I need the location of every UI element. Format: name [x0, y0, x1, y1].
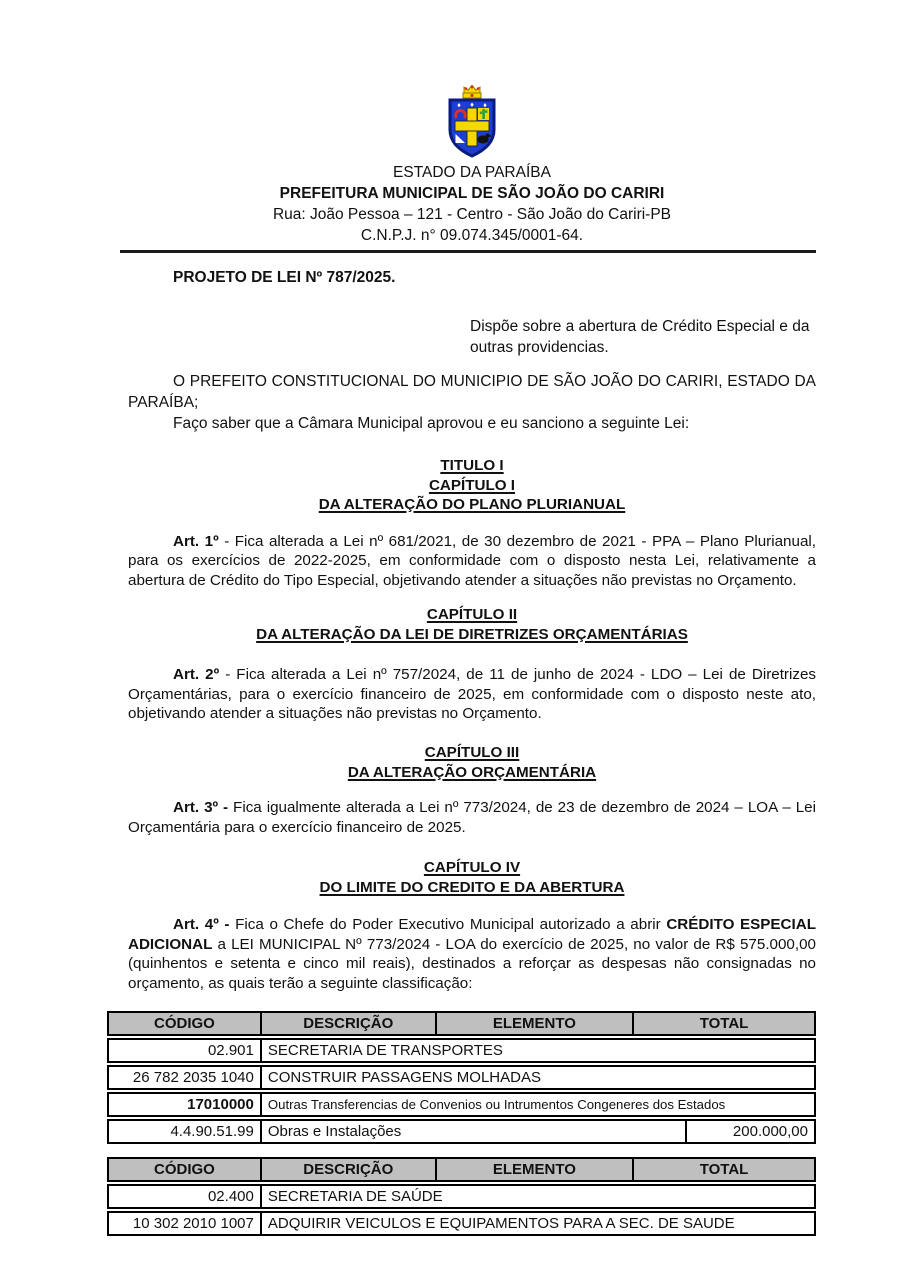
page-title: PROJETO DE LEI Nº 787/2025. [173, 269, 396, 286]
table-cell-desc: Outras Transferencias de Convenios ou Intrumentos Congeneres dos Estados [260, 1094, 814, 1115]
article-1 [128, 532, 816, 591]
table-cell-code: 10 302 2010 1007 [132, 1214, 254, 1232]
budget-table-2 [107, 1157, 816, 1236]
heading-line: CAPÍTULO III [424, 744, 520, 762]
section-heading-capitulo-2 [128, 605, 816, 644]
letterhead-address: Rua: João Pessoa – 121 - Centro - São João do Cariri-PB [272, 206, 672, 223]
heading-line: CAPÍTULO IV [423, 859, 521, 877]
letterhead-cnpj: C.N.P.J. n° 09.074.345/0001-64. [360, 227, 584, 244]
letterhead-entity: PREFEITURA MUNICIPAL DE SÃO JOÃO DO CARIRI [279, 185, 665, 202]
article-4-text-1: Fica o Chefe do Poder Executivo Municipal autorizado a abrir [229, 916, 667, 934]
article-1-text: - Fica alterada a Lei nº 681/2021, de 30 dezembro de 2021 - PPA – Plano Plurianual, para os exercícios de 2022-2025, em conformidade com o disposto nesta Lei, relativamente a abertura de Crédito do Tipo Especial, objetivando atender a situações não previstas no Orçamento. [128, 532, 816, 589]
heading-line: CAPÍTULO II [426, 606, 518, 624]
article-2-text: - Fica alterada a Lei nº 757/2024, de 11 de junho de 2024 - LDO – Lei de Diretrizes Orçamentárias, para o exercício financeiro de 2025, em conformidade com o disposto neste ato, objetivando atender a situações não previstas no Orçamento. [128, 666, 816, 723]
table-row [107, 1119, 816, 1144]
header-divider [120, 250, 816, 253]
table-header-cell: ELEMENTO [435, 1159, 632, 1180]
table-header-row [107, 1157, 816, 1182]
article-4-label: Art. 4º - [173, 916, 230, 934]
table-header-cell: DESCRIÇÃO [260, 1013, 435, 1034]
table-header-cell: TOTAL [632, 1159, 814, 1180]
table-header-cell: CÓDIGO [109, 1013, 260, 1034]
heading-line: DA ALTERAÇÃO ORÇAMENTÁRIA [347, 763, 597, 781]
heading-line: TITULO I [440, 457, 504, 474]
table-cell-total: 200.000,00 [685, 1121, 814, 1142]
table-cell-code: 26 782 2035 1040 [132, 1068, 254, 1086]
article-2-label: Art. 2º [173, 666, 220, 684]
section-heading-capitulo-3 [128, 743, 816, 782]
table-row [107, 1038, 816, 1063]
table-header-cell: TOTAL [632, 1013, 814, 1034]
table-cell-desc: Obras e Instalações [260, 1121, 685, 1142]
table-row [107, 1184, 816, 1209]
article-3-text: Fica igualmente alterada a Lei nº 773/2024, de 23 de dezembro de 2024 – LOA – Lei Orçamentária para o exercício financeiro de 2025. [128, 799, 816, 836]
heading-line: DA ALTERAÇÃO DO PLANO PLURIANUAL [318, 496, 626, 513]
article-3-label: Art. 3º - [173, 799, 229, 817]
heading-line: DA ALTERAÇÃO DA LEI DE DIRETRIZES ORÇAMENTÁRIAS [256, 625, 688, 643]
table-row [107, 1211, 816, 1236]
section-heading-capitulo-4 [128, 858, 816, 897]
letterhead [128, 0, 816, 246]
heading-line: DO LIMITE DO CREDITO E DA ABERTURA [319, 878, 625, 896]
section-heading-titulo-1 [128, 456, 816, 515]
table-header-row [107, 1011, 816, 1036]
heading-line: CAPÍTULO I [428, 476, 516, 494]
article-4-text-2: a LEI MUNICIPAL Nº 773/2024 - LOA do exercício de 2025, no valor de R$ 575.000,00 (quinhentos e setenta e cinco mil reais), destinados a reforçar as despesas não consignadas no orçamento, as quais terão a seguinte classificação: [128, 935, 816, 993]
table-header-cell: ELEMENTO [435, 1013, 632, 1034]
article-3 [128, 798, 816, 837]
table-header-cell: CÓDIGO [109, 1159, 260, 1180]
table-cell-desc: SECRETARIA DE TRANSPORTES [260, 1040, 814, 1061]
table-cell-code: 17010000 [187, 1095, 254, 1113]
table-cell-code: 02.901 [207, 1041, 254, 1059]
article-1-label: Art. 1º [173, 532, 219, 550]
preamble-paragraph-1: O PREFEITO CONSTITUCIONAL DO MUNICIPIO DE SÃO JOÃO DO CARIRI, ESTADO DA PARAÍBA; [128, 373, 816, 411]
table-row [107, 1092, 816, 1117]
table-cell-desc: ADQUIRIR VEICULOS E EQUIPAMENTOS PARA A SEC. DE SAUDE [260, 1213, 814, 1234]
epigraph: Dispõe sobre a abertura de Crédito Especial e da outras providencias. [470, 318, 810, 356]
preamble-paragraph-2: Faço saber que a Câmara Municipal aprovou e eu sanciono a seguinte Lei: [173, 415, 690, 432]
table-header-cell: DESCRIÇÃO [260, 1159, 435, 1180]
letterhead-state: ESTADO DA PARAÍBA [393, 164, 551, 181]
table-row [107, 1065, 816, 1090]
municipal-crest-icon [443, 84, 501, 160]
article-4-bold-credit: CRÉDITO ESPECIAL ADICIONAL [128, 916, 816, 953]
table-cell-code: 4.4.90.51.99 [170, 1122, 254, 1140]
table-cell-desc: CONSTRUIR PASSAGENS MOLHADAS [260, 1067, 814, 1088]
budget-table-1 [107, 1011, 816, 1144]
table-cell-code: 02.400 [207, 1187, 254, 1205]
article-4 [128, 915, 816, 993]
table-cell-desc: SECRETARIA DE SAÚDE [260, 1186, 814, 1207]
article-2 [128, 665, 816, 724]
